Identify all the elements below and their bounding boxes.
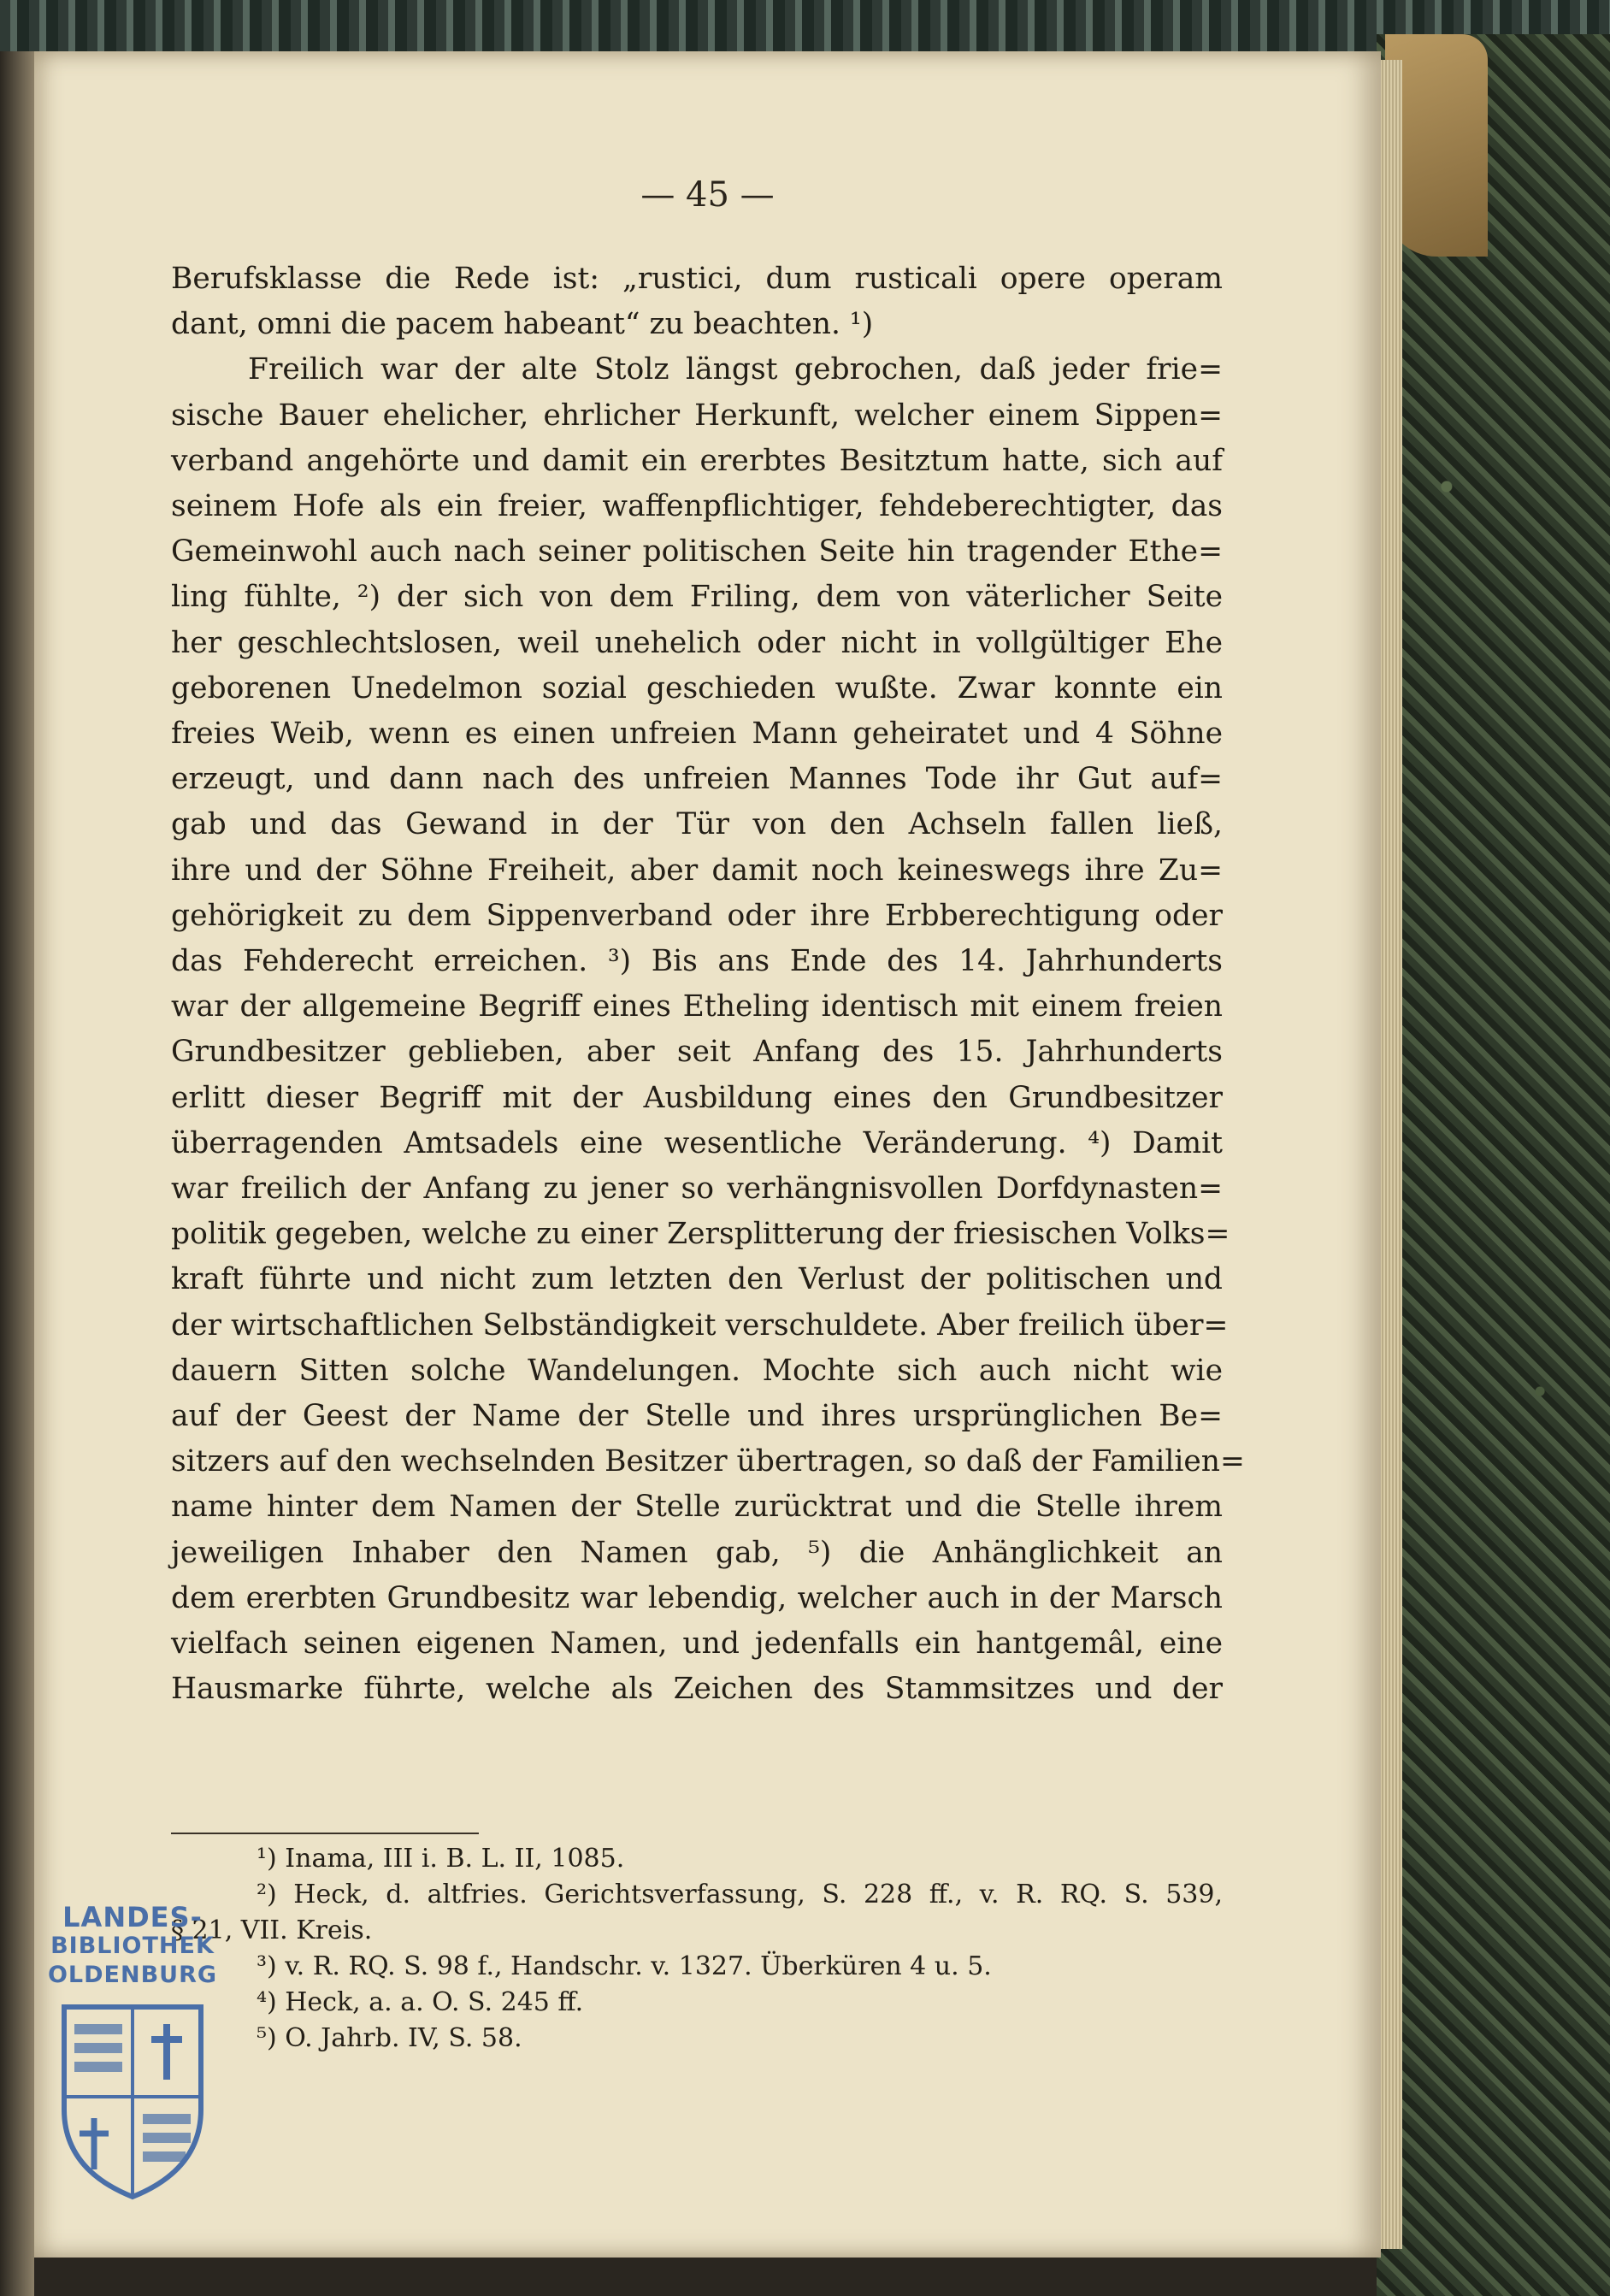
stamp-text: LANDES- [62,1901,203,1933]
text-line: Gemeinwohl auch nach seiner politischen Seite hin tragender Ethe= [171,534,1223,570]
footnote: § 21, VII. Kreis. [171,1915,373,1945]
text-line: überragenden Amtsadels eine wesentliche Veränderung. ⁴) Damit [171,1125,1223,1160]
text-line: ihre und der Söhne Freiheit, aber damit noch keineswegs ihre Zu= [171,853,1223,888]
footnotes [171,1841,1223,2057]
text-line: erlitt dieser Begriff mit der Ausbildung eines den Grundbesitzer [171,1080,1223,1115]
text-line: war freilich der Anfang zu jener so verhängnisvollen Dorfdynasten= [171,1172,1223,1207]
text-line: jeweiligen Inhaber den Namen gab, ⁵) die Anhänglichkeit an [171,1535,1223,1570]
footnote-divider [171,1833,479,1834]
marbled-cover [1377,34,1610,2296]
text-line: auf der Geest der Name der Stelle und ihres ursprünglichen Be= [171,1399,1223,1434]
text-line: dant, omni die pacem habeant“ zu beachten. ¹) [171,307,874,342]
text-line: war der allgemeine Begriff eines Etheling identisch mit einem freien [171,989,1223,1024]
footnote: ¹) Inama, III i. B. L. II, 1085. [257,1844,625,1874]
page-number: — 45 — [640,175,775,215]
body-text [171,257,1245,1713]
stamp-text: OLDENBURG [47,1962,218,1988]
text-line: erzeugt, und dann nach des unfreien Mannes Tode ihr Gut auf= [171,762,1223,797]
footnote: ³) v. R. RQ. S. 98 f., Handschr. v. 1327. Überküren 4 u. 5. [257,1951,992,1981]
text-line: freies Weib, wenn es einen unfreien Mann geheiratet und 4 Söhne [171,717,1223,752]
text-line: geborenen Unedelmon sozial geschieden wußte. Zwar konnte ein [171,670,1223,705]
footnote: ²) Heck, d. altfries. Gerichtsverfassung, S. 228 ff., v. R. RQ. S. 539, [257,1880,1223,1909]
text-line: Grundbesitzer geblieben, aber seit Anfang des 15. Jahrhunderts [171,1035,1223,1070]
text-line: sische Bauer ehelicher, ehrlicher Herkunft, welcher einem Sippen= [171,398,1223,433]
text-line: vielfach seinen eigenen Namen, und jedenfalls ein hantgemâl, eine [171,1626,1223,1662]
text-line: kraft führte und nicht zum letzten den Verlust der politischen und [171,1262,1223,1297]
footnote: ⁵) O. Jahrb. IV, S. 58. [257,2023,522,2053]
library-stamp [34,1903,231,2228]
coat-of-arms-icon [56,1998,209,2204]
text-line: name hinter dem Namen der Stelle zurücktrat und die Stelle ihrem [171,1490,1223,1525]
text-line: dauern Sitten solche Wandelungen. Mochte sich auch nicht wie [171,1353,1223,1388]
text-line: Hausmarke führte, welche als Zeichen des Stammsitzes und der [171,1672,1223,1707]
text-line: der wirtschaftlichen Selbständigkeit verschuldete. Aber freilich über= [171,1307,1229,1343]
text-line: gehörigkeit zu dem Sippenverband oder ihre Erbberechtigung oder [171,898,1223,933]
book-page [34,51,1381,2258]
text-line: ling fühlte, ²) der sich von dem Friling, dem von väterlicher Seite [171,580,1223,615]
footnote: ⁴) Heck, a. a. O. S. 245 ff. [257,1987,584,2017]
text-line: politik gegeben, welche zu einer Zersplitterung der friesischen Volks= [171,1217,1230,1252]
text-line: das Fehderecht erreichen. ³) Bis ans Ende des 14. Jahrhunderts [171,944,1223,979]
text-line: her geschlechtslosen, weil unehelich oder nicht in vollgültiger Ehe [171,625,1223,660]
text-line: Freilich war der alte Stolz längst gebrochen, daß jeder frie= [248,352,1223,387]
text-line: gab und das Gewand in der Tür von den Achseln fallen ließ, [171,807,1223,842]
text-line: sitzers auf den wechselnden Besitzer übertragen, so daß der Familien= [171,1444,1245,1479]
text-line: seinem Hofe als ein freier, waffenpflichtiger, fehdeberechtigter, das [171,489,1223,524]
stamp-text: BIBLIOTHEK [50,1933,215,1959]
text-line: Berufsklasse die Rede ist: „rustici, dum rusticali opere operam [171,262,1223,296]
text-line: dem ererbten Grundbesitz war lebendig, welcher auch in der Marsch [171,1580,1223,1615]
book-left-edge [0,51,34,2296]
text-line: verband angehörte und damit ein ererbtes Besitztum hatte, sich auf [171,443,1223,478]
